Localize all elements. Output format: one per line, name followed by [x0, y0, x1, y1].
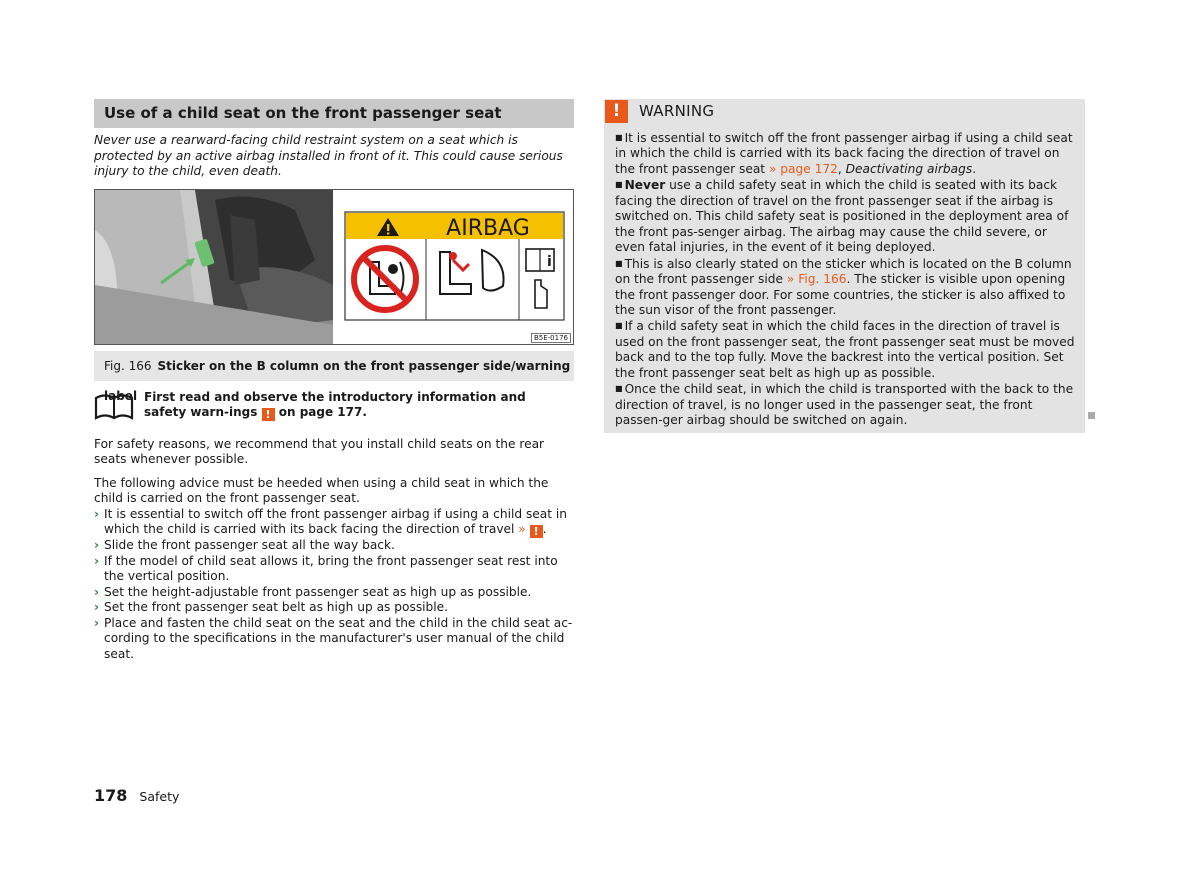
- page-footer: [94, 786, 179, 805]
- bullet-square-icon: ■: [615, 321, 623, 331]
- left-column: [94, 99, 574, 662]
- read-first-note: [94, 390, 574, 426]
- list-item: › Set the front passenger seat belt as high up as possible.: [94, 600, 449, 614]
- warning-item: ■ This is also clearly stated on the sticker which is located on the B column on the front passenger side » Fig. 166. The sticker is visible upon opening the front passenger door. For some countries, the sticker is also affixed to the sun visor of the front passenger.: [615, 256, 1072, 317]
- page-number: 178: [94, 786, 128, 805]
- paragraph-advice: The following advice must be heeded when using a child seat in which the child is carried on the front passenger seat.: [94, 475, 549, 505]
- list-item: › If the model of child seat allows it, bring the front passenger seat rest into the vertical position.: [94, 553, 558, 583]
- figure-caption: [94, 351, 574, 403]
- section-heading: Use of a child seat on the front passenger seat: [94, 99, 574, 128]
- list-item: › Place and fasten the child seat on the seat and the child in the child seat ac-cording to the specifications in the manufacturer's user manual of the child seat.: [94, 615, 573, 661]
- chevron-right-icon: ›: [94, 553, 100, 568]
- instruction-list: [94, 507, 574, 663]
- warning-box: [604, 99, 1085, 433]
- car-door-illustration: [95, 190, 573, 344]
- page-link[interactable]: » page 172: [768, 161, 838, 176]
- warning-icon: !: [262, 408, 275, 421]
- warning-item: ■ Once the child seat, in which the child is transported with the back to the direction of travel, is no longer used in the passenger seat, the front passen-ger airbag should be switched on again.: [615, 382, 1074, 428]
- caption-number: Fig. 166: [104, 358, 152, 373]
- book-icon: [94, 392, 134, 420]
- read-first-text: First read and observe the introductory information and safety warn-ings: [144, 389, 526, 419]
- list-item: › Set the height-adjustable front passenger seat as high up as possible.: [94, 584, 532, 599]
- warning-item: ■ If a child safety seat in which the child faces in the direction of travel is used on the front passenger seat, the front passenger seat must be moved back and to the top fully. Move the backrest into the vertical position. Set the front passenger seat belt as high up as possible.: [615, 319, 1075, 380]
- figure-link[interactable]: » Fig. 166: [786, 272, 847, 287]
- read-first-page-link[interactable]: on page 177.: [278, 405, 367, 419]
- bullet-square-icon: ■: [615, 258, 623, 268]
- bullet-square-icon: ■: [615, 180, 623, 190]
- bullet-square-icon: ■: [615, 133, 623, 142]
- end-marker-icon: [1088, 412, 1095, 419]
- chevron-right-icon: ›: [94, 538, 100, 552]
- warning-body: [604, 125, 1085, 429]
- figure-code: B5E-0176: [531, 333, 571, 343]
- chevron-right-icon: ›: [94, 615, 100, 630]
- paragraph-recommendation: For safety reasons, we recommend that you install child seats on the rear seats whenever possible.: [94, 436, 545, 466]
- chevron-right-icon: ›: [94, 584, 100, 599]
- sticker-title: AIRBAG: [446, 215, 530, 241]
- svg-text:i: i: [547, 253, 552, 270]
- warning-title: WARNING: [639, 102, 715, 120]
- chevron-right-icon: ›: [94, 506, 100, 521]
- caption-title: Sticker on the B column on the front passenger side/warning label: [104, 358, 571, 403]
- intro-warning-text: Never use a rearward-facing child restraint system on a seat which is protected by an active airbag installed in front of it. This could cause serious injury to the child, even death.: [94, 133, 563, 178]
- list-item: › Slide the front passenger seat all the way back.: [94, 538, 395, 552]
- figure-166: [94, 189, 574, 345]
- warning-header: [604, 99, 1085, 125]
- list-item: › It is essential to switch off the front passenger airbag if using a child seat in which the child is carried with its back facing the direction of travel » ! .: [94, 506, 568, 538]
- chevron-right-icon: ›: [94, 600, 100, 614]
- footer-section-name: Safety: [139, 789, 180, 804]
- warning-icon: !: [605, 100, 628, 123]
- warning-icon: !: [530, 525, 543, 538]
- bullet-square-icon: ■: [615, 384, 623, 394]
- warning-link[interactable]: »: [518, 522, 526, 536]
- warning-item: ■ Never use a child safety seat in which the child is seated with its back facing the direction of travel on the front passenger seat if the airbag is switched on. This child safety seat is positioned in the deployment area of the front pas-senger airbag. The airbag may cause the child severe, or even fatal injuries, in the event of it being deployed.: [615, 178, 1069, 255]
- warning-item: ■ It is essential to switch off the front passenger airbag if using a child seat in which the child is carried with its back facing the direction of travel on the front passenger seat » page 172, Deactivating airbags.: [615, 131, 1073, 176]
